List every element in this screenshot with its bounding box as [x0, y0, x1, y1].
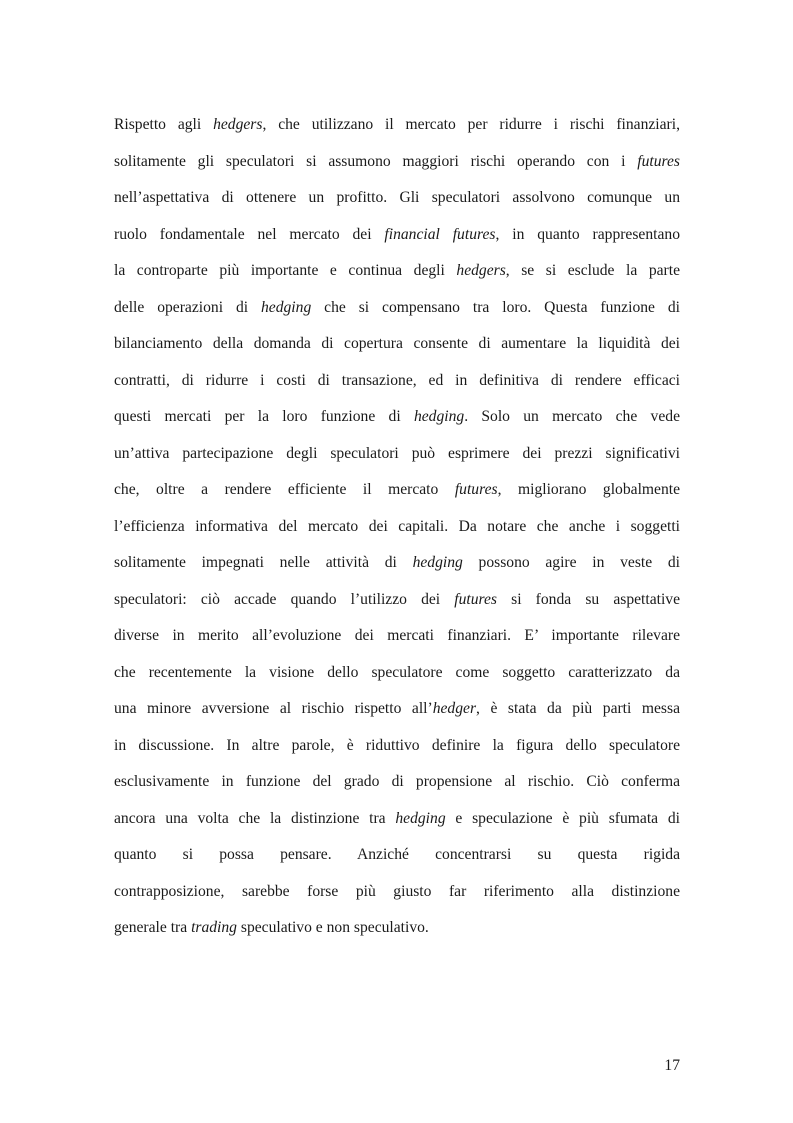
text-line [114, 475, 680, 512]
italic-term: hedger [432, 700, 477, 717]
text-span: bilanciamento della domanda di copertura consente di aumentare la liquidità dei [114, 335, 680, 352]
text-span: speculativo e non speculativo. [236, 919, 429, 936]
text-line [114, 694, 680, 731]
text-span: possono agire in veste di [462, 554, 680, 571]
text-span: una minore avversione al rischio rispetto all’ [114, 700, 433, 717]
italic-term: futures [454, 481, 498, 498]
text-span: la controparte più importante e continua degli [114, 262, 457, 279]
text-span: contrapposizione, sarebbe forse più giusto far riferimento alla distinzione [114, 882, 680, 900]
text-span: , in quanto rappresentano [495, 225, 680, 243]
text-span: , che utilizzano il mercato per ridurre i rischi finanziari, [262, 116, 680, 133]
text-line [114, 220, 680, 257]
text-line [114, 512, 680, 549]
text-span: questi mercati per la loro funzione di [114, 408, 414, 425]
italic-term: trading [191, 919, 237, 936]
text-span: esclusivamente in funzione del grado di propensione al rischio. Ciò conferma [114, 773, 680, 790]
text-span: che recentemente la visione dello speculatore come soggetto caratterizzato da [114, 663, 680, 681]
text-span: che si compensano tra loro. Questa funzione di [311, 298, 680, 316]
italic-term: hedging [412, 554, 463, 571]
text-line [114, 548, 680, 585]
text-span: ruolo fondamentale nel mercato dei [114, 225, 385, 243]
text-line [114, 329, 680, 366]
text-span: generale tra [114, 919, 192, 936]
text-span: l’efficienza informativa del mercato dei capitali. Da notare che anche i soggetti [114, 517, 680, 535]
text-line [114, 183, 680, 220]
text-line [114, 804, 680, 841]
text-line [114, 731, 680, 768]
body-paragraph [114, 110, 680, 950]
italic-term: futures [454, 590, 498, 608]
text-span: diverse in merito all’evoluzione dei mercati finanziari. E’ importante rilevare [114, 627, 680, 644]
text-span: ancora una volta che la distinzione tra [114, 809, 396, 827]
text-line [114, 767, 680, 804]
text-span: . Solo un mercato che vede [464, 408, 680, 425]
text-span: , è stata da più parti messa [476, 700, 680, 717]
text-line [114, 913, 680, 950]
text-span: nell’aspettativa di ottenere un profitto. Gli speculatori assolvono comunque un [114, 189, 680, 206]
text-span: contratti, di ridurre i costi di transazione, ed in definitiva di rendere efficaci [114, 371, 680, 389]
text-span: quanto si possa pensare. Anziché concentrarsi su questa rigida [114, 846, 680, 863]
italic-term: hedgers [213, 116, 263, 133]
text-span: si fonda su aspettative [497, 590, 680, 608]
text-line [114, 658, 680, 695]
text-span: e speculazione è più sfumata di [445, 809, 680, 827]
text-line [114, 147, 680, 184]
text-line [114, 402, 680, 439]
text-line [114, 877, 680, 914]
italic-term: financial futures [384, 225, 496, 243]
text-line [114, 585, 680, 622]
text-span: speculatori: ciò accade quando l’utilizzo dei [114, 590, 455, 608]
italic-term: hedging [261, 298, 312, 316]
italic-term: futures [637, 152, 680, 170]
page-number: 17 [664, 1057, 680, 1074]
text-span: , se si esclude la parte [505, 262, 680, 279]
italic-term: hedging [413, 408, 465, 425]
text-line [114, 110, 680, 147]
italic-term: hedging [395, 809, 446, 827]
text-span: solitamente impegnati nelle attività di [114, 554, 413, 571]
text-span: , migliorano globalmente [497, 481, 680, 498]
text-span: che, oltre a rendere efficiente il mercato [114, 481, 455, 498]
text-span: Rispetto agli [114, 116, 214, 133]
text-span: un’attiva partecipazione degli speculatori può esprimere dei prezzi significativi [114, 444, 680, 462]
text-span: delle operazioni di [114, 298, 261, 316]
text-line [114, 439, 680, 476]
text-span: in discussione. In altre parole, è riduttivo definire la figura dello speculatore [114, 736, 680, 754]
text-line [114, 256, 680, 293]
text-line [114, 840, 680, 877]
text-line [114, 366, 680, 403]
italic-term: hedgers [456, 262, 506, 279]
text-line [114, 621, 680, 658]
text-span: solitamente gli speculatori si assumono maggiori rischi operando con i [114, 152, 638, 170]
text-line [114, 293, 680, 330]
